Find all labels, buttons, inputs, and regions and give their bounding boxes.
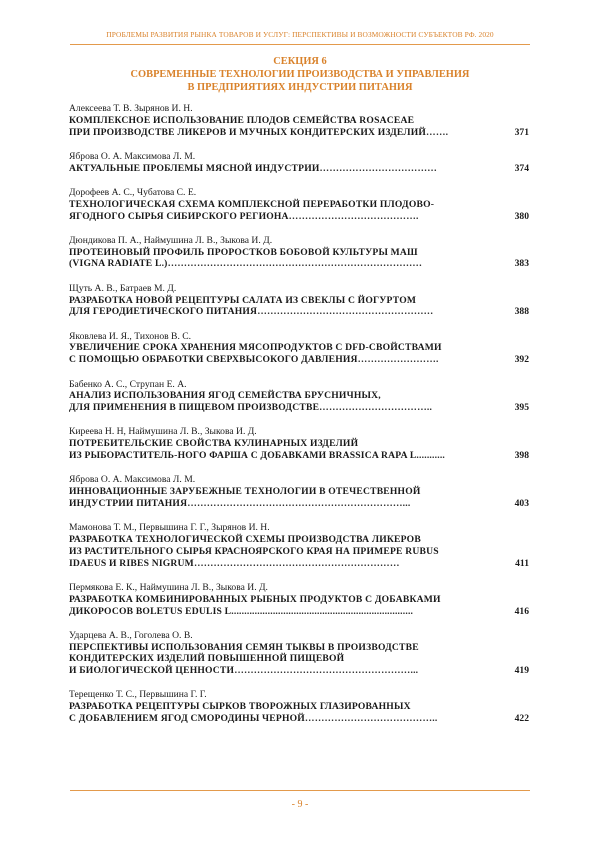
- entry-title-line: АКТУАЛЬНЫЕ ПРОБЛЕМЫ МЯСНОЙ ИНДУСТРИИ………………………………: [69, 162, 438, 174]
- toc-entry[interactable]: [69, 582, 529, 617]
- section-number: СЕКЦИЯ 6: [273, 56, 327, 67]
- entry-authors: Яброва О. А. Максимова Л. М.: [69, 474, 196, 486]
- toc-entry[interactable]: [69, 103, 529, 138]
- entry-title-line: РАЗРАБОТКА НОВОЙ РЕЦЕПТУРЫ САЛАТА ИЗ СВЕКЛЫ С ЙОГУРТОМ: [69, 294, 417, 306]
- toc-entry[interactable]: [69, 151, 529, 175]
- entry-title: [69, 534, 529, 569]
- entry-title-line: КОНДИТЕРСКИХ ИЗДЕЛИЙ ПОВЫШЕННОЙ ПИЩЕВОЙ: [69, 653, 345, 665]
- entry-page-number: 422: [514, 713, 529, 725]
- entry-title-line: ЯГОДНОГО СЫРЬЯ СИБИРСКОГО РЕГИОНА………………………………….: [69, 210, 419, 222]
- entry-authors: Щуть А. В., Батраев М. Д.: [69, 282, 177, 294]
- entry-title-line: ДИКОРОСОВ BOLETUS EDULIS L......................................................................: [69, 605, 414, 617]
- entry-title: [69, 438, 529, 462]
- toc-entry[interactable]: [69, 379, 529, 414]
- section-title-line-1: СОВРЕМЕННЫЕ ТЕХНОЛОГИИ ПРОИЗВОДСТВА И УПРАВЛЕНИЯ: [130, 69, 470, 80]
- entry-authors: Бабенко А. С., Струпан Е. А.: [69, 378, 187, 390]
- entry-page-number: 395: [514, 402, 529, 414]
- entry-authors: Дорофеев А. С., Чубатова С. Е.: [69, 186, 197, 198]
- entry-authors: Терещенко Т. С., Первышина Г. Г.: [69, 689, 207, 701]
- entry-title: [69, 199, 529, 223]
- entry-title-line: ИЗ РАСТИТЕЛЬНОГО СЫРЬЯ КРАСНОЯРСКОГО КРАЯ НА ПРИМЕРЕ RUBUS: [69, 545, 439, 557]
- entry-title-line: ДЛЯ ГЕРОДИЕТИЧЕСКОГО ПИТАНИЯ………………………………………………: [69, 306, 434, 318]
- toc-entry[interactable]: [69, 331, 529, 366]
- entry-title-line: РАЗРАБОТКА КОМБИНИРОВАННЫХ РЫБНЫХ ПРОДУКТОВ С ДОБАВКАМИ: [69, 593, 441, 605]
- toc-entry[interactable]: [69, 689, 529, 724]
- entry-title-line: ПОТРЕБИТЕЛЬСКИЕ СВОЙСТВА КУЛИНАРНЫХ ИЗДЕЛИЙ: [69, 438, 359, 450]
- entry-authors: Мамонова Т. М., Первышина Г. Г., Зырянов И. Н.: [69, 522, 270, 534]
- entry-title-line: ИЗ РЫБОРАСТИТЕЛЬ-НОГО ФАРША С ДОБАВКАМИ BRASSICA RAPA L...........: [69, 450, 446, 462]
- entry-title: [69, 701, 529, 725]
- running-header: ПРОБЛЕМЫ РАЗВИТИЯ РЫНКА ТОВАРОВ И УСЛУГ: ПЕРСПЕКТИВЫ И ВОЗМОЖНОСТИ СУБЪЕКТОВ РФ. 2020: [106, 30, 494, 39]
- section-title-line-2: В ПРЕДПРИЯТИЯХ ИНДУСТРИИ ПИТАНИЯ: [187, 82, 413, 93]
- entry-title: [69, 390, 529, 414]
- entry-title: [69, 247, 529, 271]
- entry-title-line: ДЛЯ ПРИМЕНЕНИЯ В ПИЩЕВОМ ПРОИЗВОДСТВЕ……………………………..: [69, 402, 433, 414]
- entry-title-line: РАЗРАБОТКА ТЕХНОЛОГИЧЕСКОЙ СХЕМЫ ПРОИЗВОДСТВА ЛИКЕРОВ: [69, 534, 421, 546]
- entry-authors: Яковлева И. Я., Тихонов В. С.: [69, 330, 192, 342]
- entry-authors: Дюндикова П. А., Наймушина Л. В., Зыкова И. Д.: [69, 234, 273, 246]
- entry-authors: Пермякова Е. К., Наймушина Л. В., Зыкова И. Д.: [69, 581, 268, 593]
- entry-title: [69, 594, 529, 618]
- entry-page-number: 416: [514, 605, 529, 617]
- entry-page-number: 419: [514, 665, 529, 677]
- entry-page-number: 374: [514, 162, 529, 174]
- entry-page-number: 392: [514, 354, 529, 366]
- entry-page-number: 403: [514, 497, 529, 509]
- entry-title: [69, 115, 529, 139]
- entry-title: [69, 342, 529, 366]
- entry-title-line: ПРОТЕИНОВЫЙ ПРОФИЛЬ ПРОРОСТКОВ БОБОВОЙ КУЛЬТУРЫ МАШ: [69, 246, 418, 258]
- toc-entry[interactable]: [69, 426, 529, 461]
- entry-title-line: ИНДУСТРИИ ПИТАНИЯ…………………………………………………………...: [69, 497, 411, 509]
- toc-entry[interactable]: [69, 522, 529, 569]
- entry-title-line: АНАЛИЗ ИСПОЛЬЗОВАНИЯ ЯГОД СЕМЕЙСТВА БРУСНИЧНЫХ,: [69, 390, 381, 402]
- section-heading: [70, 55, 530, 94]
- toc-entry[interactable]: [69, 474, 529, 509]
- entry-title-line: С ПОМОЩЬЮ ОБРАБОТКИ СВЕРХВЫСОКОГО ДАВЛЕНИЯ…………………….: [69, 354, 439, 366]
- table-of-contents: [69, 103, 529, 737]
- entry-authors: Ударцева А. В., Гоголева О. В.: [69, 629, 193, 641]
- entry-title-line: РАЗРАБОТКА РЕЦЕПТУРЫ СЫРКОВ ТВОРОЖНЫХ ГЛАЗИРОВАННЫХ: [69, 701, 411, 713]
- footer-divider: [70, 790, 530, 791]
- entry-title: [69, 642, 529, 677]
- entry-page-number: 388: [514, 306, 529, 318]
- entry-title-line: ТЕХНОЛОГИЧЕСКАЯ СХЕМА КОМПЛЕКСНОЙ ПЕРЕРАБОТКИ ПЛОДОВО-: [69, 198, 435, 210]
- entry-title: [69, 163, 529, 175]
- entry-title: [69, 295, 529, 319]
- header-divider: [70, 44, 530, 45]
- entry-title-line: ИННОВАЦИОННЫЕ ЗАРУБЕЖНЫЕ ТЕХНОЛОГИИ В ОТЕЧЕСТВЕННОЙ: [69, 486, 421, 498]
- entry-page-number: 411: [515, 557, 529, 569]
- entry-title: [69, 486, 529, 510]
- entry-page-number: 371: [514, 126, 529, 138]
- entry-page-number: 398: [514, 450, 529, 462]
- toc-entry[interactable]: [69, 630, 529, 677]
- entry-title-line: (VIGNA RADIATE L.)……………………………………………………………………: [69, 258, 423, 270]
- entry-page-number: 383: [514, 258, 529, 270]
- toc-entry[interactable]: [69, 235, 529, 270]
- entry-title-line: И БИОЛОГИЧЕСКОЙ ЦЕННОСТИ………………………………………………...: [69, 665, 419, 677]
- entry-title-line: IDAEUS И RIBES NIGRUM………………………………………………………: [69, 557, 400, 569]
- toc-entry[interactable]: [69, 283, 529, 318]
- entry-page-number: 380: [514, 210, 529, 222]
- entry-title-line: ПЕРСПЕКТИВЫ ИСПОЛЬЗОВАНИЯ СЕМЯН ТЫКВЫ В ПРОИЗВОДСТВЕ: [69, 641, 419, 653]
- toc-entry[interactable]: [69, 187, 529, 222]
- entry-title-line: УВЕЛИЧЕНИЕ СРОКА ХРАНЕНИЯ МЯСОПРОДУКТОВ С DFD-СВОЙСТВАМИ: [69, 342, 442, 354]
- entry-authors: Киреева Н. Н, Наймушина Л. В., Зыкова И. Д.: [69, 426, 257, 438]
- entry-title-line: С ДОБАВЛЕНИЕМ ЯГОД СМОРОДИНЫ ЧЕРНОЙ…………………………………..: [69, 713, 438, 725]
- entry-authors: Алексеева Т. В. Зырянов И. Н.: [69, 103, 193, 114]
- page-number: - 9 -: [291, 799, 309, 810]
- entry-authors: Яброва О. А. Максимова Л. М.: [69, 150, 196, 162]
- entry-title-line: ПРИ ПРОИЗВОДСТВЕ ЛИКЕРОВ И МУЧНЫХ КОНДИТЕРСКИХ ИЗДЕЛИЙ…….: [69, 126, 449, 138]
- entry-title-line: КОМПЛЕКСНОЕ ИСПОЛЬЗОВАНИЕ ПЛОДОВ СЕМЕЙСТВА ROSACEAE: [69, 114, 415, 126]
